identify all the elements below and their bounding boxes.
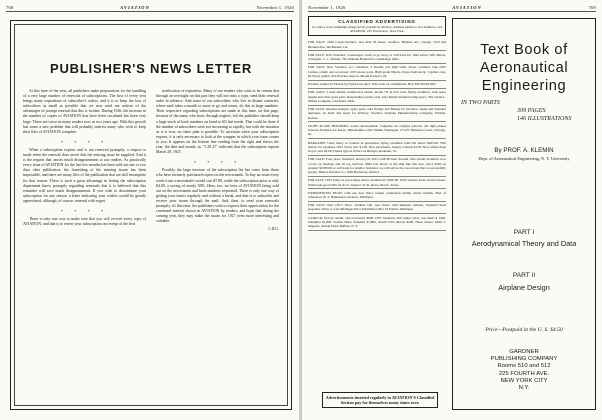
classified-ad: Position wanted in Florida by flying boat pilot. Will work on commission. Box 358 AVIATION. [308, 81, 446, 89]
classified-ad: LIGHT PLANE BUILDERS: Latest development. Complete set original patterns. All light planes selected National Air Races, Philadelphia. Otto Dahlke Waukegan, 2714½ Hampden Court, Chicago, Ill. [308, 122, 446, 139]
right-header-rule [308, 11, 596, 12]
classified-section [308, 16, 446, 414]
section-stars: * * * * [60, 208, 109, 214]
signature: L.D.G. [268, 227, 279, 232]
paragraph: When a subscription expires and is not renewed promptly, a request is made when the renewal does arrive that the missing issue be supplied. And it is the request that causes much disappointment to our readers. As practically every issue of AVIATION for the last few months has been sold out one or two days after publication, the furnishing of the missing issues has been impossible, and there are many files of the publication that are still incomplete for that reason. There is such a great advantage in letting the subscription department know promptly regarding renewals that it is believed that this reminder will save much disappointment. If you wish to discontinue your subscription for any reason, a letter indicating your wishes would be greatly appreciated, although, of course, renewal with regret. [23, 147, 146, 203]
classified-ad: FOR SALE: OX5 Jenny in good shape motor overhaul for $500.00. Will consider trade on used motor. With trade good OX5 for $1.5c Answer. W. R. Rowe, Bowie, Texas. [308, 177, 446, 189]
publisher-line: GARDNER [509, 349, 539, 355]
right-issue-date: November 1, 1926 [308, 4, 346, 10]
book-illustrations: 146 ILLUSTRATIONS [517, 116, 572, 122]
paragraph: Possibly the large increase of the subscription list has come from those who have formerly purchased copies on the newsstands. To buy an issue every week from a newsdealer would cost $7.80, while the subscription price is only $4.00, a saving of nearly 50%. Here, too, we hear of AVIATION being sold out on the newsstands and back numbers requested. There is only one way of getting your issues regularly and without a break, and that is to subscribe and receive your issues through the mail. And, then, to send your renewals promptly. At this time, the publishers wish to express their appreciation for the continued interest shown in AVIATION by readers, and hope that during the coming year, they may make the issues for 1927 even more interesting and valuable. [156, 168, 279, 224]
book-parts-line: IN TWO PARTS [461, 100, 500, 106]
classified-ad: EXPERIENCED PILOT, with one new Waco wishes connection during winter months. Best of references. B. T. Hammond, Oronoco, Michigan. [308, 189, 446, 201]
paragraph: There is only one way to make sure that you will receive every copy of AVIATION, and that is to renew your subscription on receipt of the first [23, 217, 146, 227]
author-department: Dept. of Aeronautical Engineering, N. Y. University [478, 156, 570, 161]
classified-ad: FOR SALE: Four place Standard, motorcycle OX5 with 60 hour Kowall. Has rebuilt Standard, new covers on fuselage and all top surfaces. $600 less motor or the ship like this new, twice $300 on ground; $1000.00 or will trade for smaller Standard, we will sell at the cost except that to successfully people. Hubert Aviation Co. 1026 Broadway, Denver. [308, 156, 446, 177]
news-letter-box [10, 20, 292, 410]
paragraph: notification of expiration. Many of our readers who wish to be certain that through an oversight on this part they will not miss a copy, send their renewal order in advance. And some of our subscribers who live in distant countries, where mail takes a month or more to go and return, do this in large numbers. Their respective regarding subscriptions are made at this time, on this page, because of the many who have, through neglect, left the publisher should keep a large stock of back numbers on hand to fill late needs. That could be done if the number of subscribers were not increasing so rapidly, but with the situation as it is now, no other plan is possible. To ascertain when your subscription expires, it is only necessary to look at the wrapper in which your issue comes to you. It appears on the bottom line reading from the right and shows the year, the date and month, as "3 28 27" indicates that the subscription expires March 28, 1927. [156, 89, 279, 155]
book-author: By PROF. A. KLEMIN [494, 147, 554, 154]
part-2-title: Airplane Design [498, 283, 550, 292]
classified-ad: FOR SALE: New Swallow, A-1 condition, 3 months old, high lamb, motor overhaul. One OX5 Curtiss, rebuilt and recovered. OX5 motor parts. High grade Nitrate, Dope fresh stock, 5 gallon cans, $2.90 per gallon. Pal-Wracker Airport, Mount Prospect, Ill. [308, 64, 446, 81]
news-letter-title: PUBLISHER'S NEWS LETTER [49, 61, 253, 76]
part-1-title: Aerodynamical Theory and Data [471, 239, 577, 248]
part-2-label: PART II [512, 272, 536, 279]
classified-ad: CANUCK, factory rebuilt, and recovered, $600; OX5 Standard, 200 'tether' prize. See them at 1000. Zaughner $1,800. Sedans Hisso Standard $1,800, rebuilt OX5 motors $200. Hisso motors $400. J. Maguire, Adrian Field, Buffalo, N. Y. [308, 214, 446, 231]
classified-title: CLASSIFIED ADVERTISING [338, 19, 416, 24]
right-page [302, 0, 602, 420]
left-issue-date: November 1, 1926 [256, 4, 294, 10]
classified-ad: FOR SALE: New OX-5 Waco. Tunheer belt, new motor with Rumpler radiator, Standard Steel propeller. Write or wire Michigan Waco Distributor. Box 54 Pontiac Michigan. [308, 202, 446, 214]
part-1-label: PART I [513, 229, 535, 236]
left-page-number: 768 [6, 4, 14, 10]
news-letter-column-2 [156, 89, 279, 397]
classified-header [308, 16, 446, 36]
left-running-header [6, 3, 294, 11]
publisher-line: 225 FOURTH AVE. [498, 370, 550, 377]
news-letter-columns [23, 89, 279, 397]
left-header-rule [6, 11, 294, 12]
classified-ad: FOR SALE: OX5 Standard, 3-passenger, ready to go away, or will trade for 1926 sedan. Will deliver. A bargain. C. C. Warren, 726 Oakland Boulevard, Cambridge, Ohio. [308, 51, 446, 63]
news-letter-column-1 [23, 89, 146, 397]
book-title: Text Book of Aeronautical Engineering [479, 42, 569, 95]
classified-footer-note: Advertisements inserted regularly in AVIATION'S Classified Section pay for themselves many times over. [322, 392, 438, 408]
publisher-line: NEW YORK CITY [500, 377, 548, 384]
book-pages: 309 PAGES [517, 108, 546, 114]
book-details [461, 99, 571, 123]
publisher-line: PUBLISHING COMPANY [490, 356, 558, 363]
left-magazine-name: AVIATION [120, 4, 150, 10]
classified-rates: 10 cents a word, minimum charge $2.50, payable in advance. Address replies to box numbers, care AVIATION, 225 Fourth Ave., New York. [311, 25, 443, 33]
publisher-address [453, 349, 595, 392]
right-magazine-name: AVIATION [452, 4, 482, 10]
classified-ad: FOR SALE: 1926 Capps-Swallow, less than 50 hours, sacrifice. Hiemen Arc. Garage, 23rd and Hiemen Ave., Richmond, Cal. [308, 39, 446, 51]
classified-ad: FOR SALE: 2 used Martin commercial planes, model 70, in first class flying condition, with spare engine and other spare parts. Responsible parties only. Also Martin manufacturing space. The Glenn L. Martin Company, Cleveland, Ohio. [308, 89, 446, 106]
classified-ad: BARGAINS: Used Jenny or Canuck in guaranteed flying condition with OX motor $465.00. Will deliver for expenses. OX5 Swan, new $1.90. New parachutes, Jennys, Canuck $1.95. New nitrate dope in gal. cans $2.00. Fisked type in Write Lee Bridges, Roanoke, Va. [308, 139, 446, 156]
paragraph: At this time of the year, all publishers make preparations for the handling of a very large number of renewals of subscriptions. The first of every year brings many expirations of subscriber's orders, and it is to keep the loss of subscribers as small as possible that we now send out notices of the advantages of prompt renewal that this is written. During 1926, the increase in the number of copies of AVIATION that have been circulated has been very large. There are twice as many readers now as two years ago. With this growth has come a new problem that will probably interest many who wish to keep their files of AVIATION complete. [23, 89, 146, 134]
publisher-line: N.Y. [518, 385, 530, 392]
right-running-header [308, 3, 596, 11]
publisher-line: Rooms 510 and 512 [497, 363, 551, 370]
section-stars: * * * * [60, 139, 109, 145]
textbook-advertisement [452, 18, 596, 410]
left-page [0, 0, 300, 420]
classified-ad: FOR SALE: Airplane hangars, spare parts, wire fittings and fittings for Swallow, Jenny and Standard airplanes, on hand and ready for delivery. Swallow Airplane Manufacturing Company, Wichita, Kansas. [308, 106, 446, 123]
book-price: Price—Postpaid in the U. S. $4.50 [485, 327, 563, 333]
classified-ads-list [308, 39, 446, 231]
section-stars: * * * * [193, 160, 242, 166]
right-page-number: 769 [588, 4, 596, 10]
